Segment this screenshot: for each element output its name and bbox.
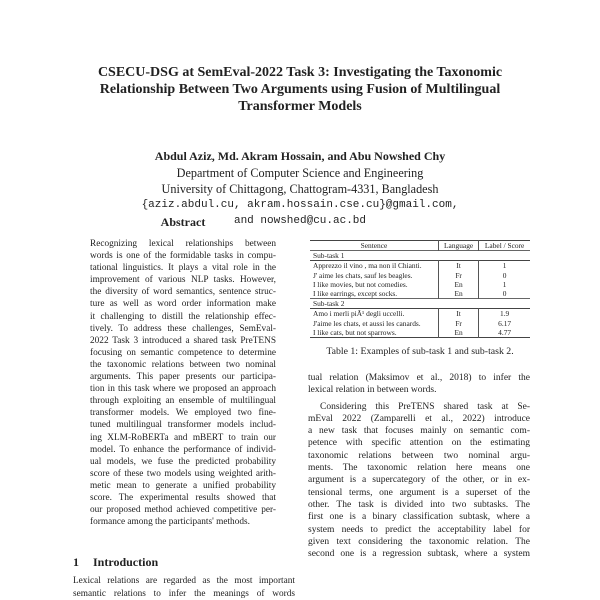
text-line: ture as well as word order information make <box>90 299 276 310</box>
table-row <box>310 271 530 280</box>
table-row <box>310 261 530 271</box>
title-line: CSECU-DSG at SemEval-2022 Task 3: Investigating the Taxonomic <box>97 65 503 80</box>
text-line: focusing on semantic competence to determine <box>90 347 276 358</box>
cell-sentence: J' aime les chats, sauf les beagles. <box>313 270 413 280</box>
column-header: Language <box>438 241 478 251</box>
text-line: formance among the participants' methods. <box>90 517 250 528</box>
cell-label: 6.17 <box>479 319 530 328</box>
cell-sentence: Amo i merli piÃ¹ degli uccelli. <box>313 309 405 319</box>
affiliation-line: University of Chittagong, Chattogram-4331, Bangladesh <box>161 182 439 196</box>
text-line: petence with specific attention on the estimating <box>308 438 530 449</box>
text-line: Recognizing lexical relationships between <box>90 239 276 249</box>
text-line: argument is a supercategory of the other, or in ex- <box>308 475 530 486</box>
text-line: arguments. This paper presents our participa- <box>90 372 276 383</box>
examples-table <box>310 240 530 340</box>
cell-sentence: I like earrings, except socks. <box>313 289 398 299</box>
cell-language: It <box>438 309 478 319</box>
cell-label: 1.9 <box>479 309 530 319</box>
text-line: improvement of various NLP tasks. However, <box>90 275 276 286</box>
text-line: score. The experimental results showed that <box>90 492 276 503</box>
cell-language: En <box>438 289 478 299</box>
cell-label: 4.77 <box>479 328 530 338</box>
text-line: transformer models. We employed two fine- <box>90 408 276 419</box>
text-line: ual models, we fuse the predicted probability <box>90 456 276 467</box>
table-row <box>310 289 530 299</box>
text-line: ments. The taxonomic relation here means one <box>308 463 530 474</box>
title-line: Transformer Models <box>238 99 362 114</box>
text-line: ing XLM-RoBERTa and mBERT to train our <box>90 432 276 443</box>
text-line: Lexical relations are regarded as the most important <box>73 576 295 586</box>
text-line: words is one of the formidable tasks in compu- <box>90 251 276 262</box>
cell-label: 0 <box>479 271 530 280</box>
text-line: score of these two models using weighted arith- <box>90 468 276 479</box>
cell-language: En <box>438 280 478 289</box>
table-row <box>310 280 530 289</box>
introduction-heading <box>73 555 158 569</box>
cell-label: 1 <box>479 261 530 271</box>
text-line: semantic relations to infer the meanings of words <box>73 589 295 599</box>
cell-label: 1 <box>479 280 530 289</box>
text-line: it challenging to distill the relationship effec- <box>90 311 276 322</box>
text-line: other. The task is divided into two subtasks. The <box>308 499 530 510</box>
email-line: {aziz.abdul.cu, akram.hossain.cse.cu}@gmail.com, <box>141 199 459 211</box>
text-line: our proposed method achieved competitive per- <box>90 505 276 516</box>
abstract-heading: Abstract <box>160 215 206 229</box>
cell-language: En <box>438 328 478 338</box>
column-header: Sentence <box>360 241 388 250</box>
table-bottom-rule <box>310 338 530 341</box>
cell-language: Fr <box>438 319 478 328</box>
text-line: tively. To address these challenges, SemEval- <box>90 323 276 334</box>
cell-language: It <box>438 261 478 271</box>
group-label: Sub-task 2 <box>313 299 345 309</box>
cell-language: Fr <box>438 271 478 280</box>
cell-sentence: I like movies, but not comedies. <box>313 279 408 289</box>
text-line: taxonomic relations between two nominal argu- <box>308 450 530 461</box>
text-line: tual relation (Maksimov et al., 2018) to infer the <box>308 373 530 383</box>
cell-label: 0 <box>479 289 530 299</box>
text-line: first one is a binary classification subtask, where a <box>308 512 530 523</box>
text-line: metic mean to generate a unified probability <box>90 480 276 491</box>
text-line: model. To enhance the performance of individ- <box>90 444 276 455</box>
text-line: tuned multilingual transformer models includ- <box>90 420 276 431</box>
section-number: 1 <box>73 555 79 569</box>
introduction-text <box>73 575 295 600</box>
abstract-text <box>90 238 276 528</box>
email-line: and nowshed@cu.ac.bd <box>233 215 367 227</box>
cell-sentence: J'aime les chats, et aussi les canards. <box>313 318 421 328</box>
text-line: tensional terms, one argument is a superset of the <box>308 487 530 498</box>
affiliation-line: Department of Computer Science and Engineering <box>176 166 424 180</box>
table-row <box>310 309 530 319</box>
text-line: the diversity of word semantics, sentence struc- <box>90 287 276 298</box>
cell-sentence: I like cats, but not sparrows. <box>313 327 397 337</box>
paper-title <box>40 64 560 115</box>
table-row <box>310 328 530 338</box>
text-line: given text considering the taxonomic relation. The <box>308 536 530 547</box>
cell-sentence: Apprezzo il vino , ma non il Chianti. <box>313 261 422 271</box>
text-line: mEval 2022 (Zamparelli et al., 2022) introduce <box>308 413 530 424</box>
column-header: Label / Score <box>479 241 530 251</box>
title-line: Relationship Between Two Arguments using Fusion of Multilingual <box>99 82 501 97</box>
group-label: Sub-task 1 <box>313 251 345 261</box>
text-line: Considering this PreTENS shared task at Se- <box>320 401 530 412</box>
text-line: the taxonomic relations between two nominal <box>90 359 276 370</box>
text-line: tion in this task where we proposed an approach <box>90 384 276 395</box>
table-row <box>310 319 530 328</box>
text-line: system needs to predict the acceptability label for <box>308 524 530 535</box>
text-line: through exploiting an ensemble of multilingual <box>90 396 276 407</box>
text-line: 2022 Task 3 introduced a shared task PreTENS <box>90 335 276 346</box>
right-column-text <box>308 372 530 560</box>
authors: Abdul Aziz, Md. Akram Hossain, and Abu Nowshed Chy <box>154 149 446 163</box>
text-line: lexical relation in between words. <box>308 385 437 396</box>
table-caption: Table 1: Examples of sub-task 1 and sub-task 2. <box>326 346 514 357</box>
section-title: Introduction <box>93 555 159 569</box>
text-line: tational linguistics. It plays a vital role in the <box>90 263 276 274</box>
text-line: a new task that focuses mainly on semantic com- <box>308 426 530 437</box>
text-line: second one is a regression subtask, where a system <box>308 549 530 560</box>
